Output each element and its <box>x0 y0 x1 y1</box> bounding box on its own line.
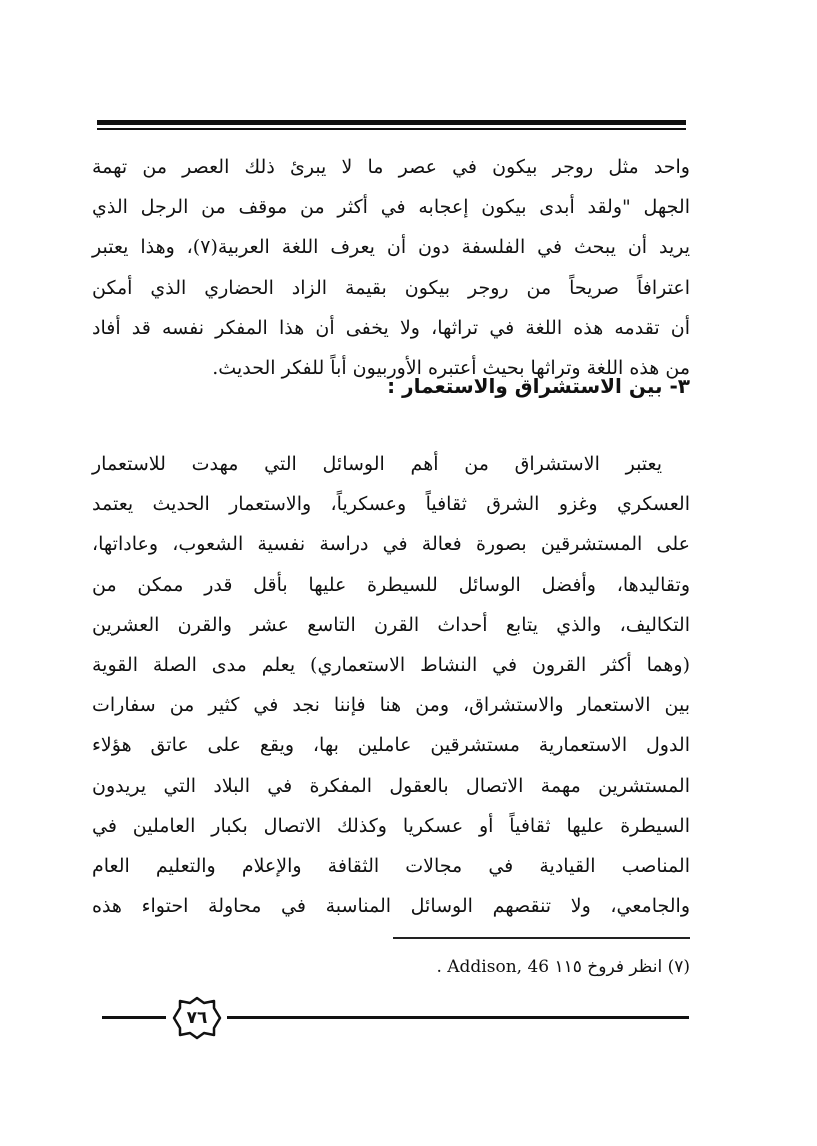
section-heading: ٣- بين الاستشراق والاستعمار : <box>387 374 690 398</box>
paragraph-2-line: بين الاستعمار والاستشراق، ومن هنا فإننا نجد في كثير من سفارات <box>92 694 690 717</box>
paragraph-1-line: يريد أن يبحث في الفلسفة دون أن يعرف اللغة العربية(٧)، وهذا يعتبر <box>92 236 691 259</box>
paragraph-1-line: أن تقدمه هذه اللغة في تراثها، ولا يخفى أن هذا المفكر نفسه قد أفاد <box>92 316 690 339</box>
paragraph-1 <box>92 147 690 388</box>
paragraph-2-line: وتقاليدها، وأفضل الوسائل للسيطرة عليها بأقل قدر ممكن من <box>92 573 690 596</box>
footer-rule-left <box>102 1016 166 1019</box>
paragraph-2-line: التكاليف، والذي يتابع أحداث القرن التاسع عشر والقرن العشرين <box>92 613 690 636</box>
paragraph-2-line: السيطرة عليها ثقافياً أو عسكريا وكذلك الاتصال بكبار العاملين في <box>92 814 690 837</box>
footer-rule-right <box>227 1016 689 1019</box>
paragraph-1-line: من هذه اللغة وتراثها بحيث أعتبره الأوربيون أباً للفكر الحديث. <box>212 356 690 379</box>
header-rule-thin <box>97 128 686 130</box>
paragraph-2-line: والجامعي، ولا تنقصهم الوسائل المناسبة في محاولة احتواء هذه <box>92 895 690 918</box>
page-number: ٧٦ <box>186 1008 208 1028</box>
paragraph-1-line: اعترافاً صريحاً من روجر بيكون بقيمة الزاد الحضاري الذي أمكن <box>92 276 690 299</box>
paragraph-1-line: الجهل "ولقد أبدى بيكون إعجابه في أكثر من موقف من الرجل الذي <box>92 196 690 219</box>
paragraph-2-line: يعتبر الاستشراق من أهم الوسائل التي مهدت للاستعمار <box>92 453 662 475</box>
paragraph-1-line: واحد مثل روجر بيكون في عصر ما لا يبرئ ذلك العصر من تهمة <box>92 156 690 178</box>
paragraph-2-line: (وهما أكثر القرون في النشاط الاستعماري) يعلم مدى الصلة القوية <box>92 653 690 676</box>
page-number-badge <box>170 996 224 1040</box>
paragraph-2-line: المستشرين مهمة الاتصال بالعقول المفكرة في البلاد التي يريدون <box>92 774 690 797</box>
footnote-separator <box>393 937 690 939</box>
paragraph-2-line: المناصب القيادية في مجالات الثقافة والإعلام والتعليم العام <box>92 854 690 877</box>
paragraph-2 <box>92 444 690 926</box>
header-rule-thick <box>97 120 686 125</box>
paragraph-2-line: الدول الاستعمارية مستشرقين عاملين بها، ويقع على عاتق هؤلاء <box>92 734 690 757</box>
paragraph-2-line: على المستشرقين بصورة فعالة في دراسة نفسية الشعوب، وعاداتها، <box>92 533 690 556</box>
paragraph-2-line: العسكري وغزو الشرق ثقافياً وعسكرياً، والاستعمار الحديث يعتمد <box>92 493 690 516</box>
footnote: (٧) انظر فروخ ١١٥ Addison, 46 . <box>436 957 690 977</box>
